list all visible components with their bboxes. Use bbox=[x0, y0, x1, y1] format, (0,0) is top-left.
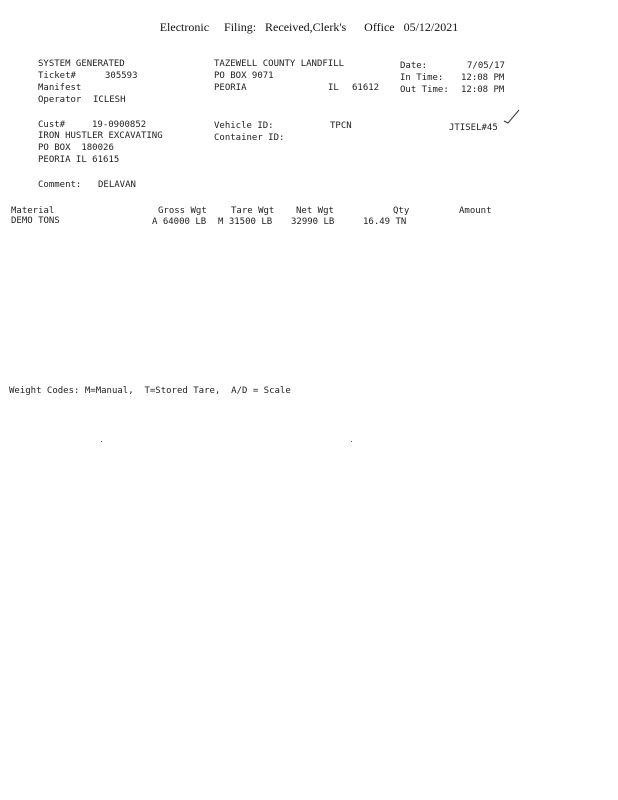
system-generated-label: SYSTEM GENERATED bbox=[38, 59, 125, 69]
header-tare-wgt: Tare Wgt bbox=[231, 206, 275, 216]
header-qty: Qty bbox=[393, 206, 410, 216]
efiling-stamp: Electronic Filing: Received,Clerk's Office 05/12/2021 bbox=[159, 20, 459, 34]
comment-value: DELAVAN bbox=[98, 180, 136, 190]
scan-speck bbox=[101, 441, 102, 442]
row-qty: 16.49 TN bbox=[363, 217, 407, 227]
out-time-label: Out Time: bbox=[400, 85, 449, 95]
vehicle-id-value: TPCN bbox=[330, 121, 352, 131]
cust-number: 19-0900852 bbox=[92, 120, 147, 130]
facility-state: IL bbox=[328, 83, 339, 93]
in-time-value: 12:08 PM bbox=[461, 73, 505, 83]
header-amount: Amount bbox=[459, 206, 492, 216]
operator-label: Operator bbox=[38, 95, 82, 105]
operator-value: ICLESH bbox=[93, 95, 126, 105]
in-time-label: In Time: bbox=[400, 73, 444, 83]
date-label: Date: bbox=[400, 61, 428, 71]
ticket-label: Ticket# bbox=[38, 71, 76, 81]
out-time-value: 12:08 PM bbox=[461, 85, 505, 95]
facility-zip: 61612 bbox=[352, 83, 380, 93]
vehicle-id-label: Vehicle ID: bbox=[214, 121, 274, 131]
handwritten-reference: JTISEL#45 bbox=[449, 123, 498, 133]
customer-name: IRON HUSTLER EXCAVATING bbox=[38, 131, 163, 141]
header-net-wgt: Net Wgt bbox=[296, 206, 334, 216]
cust-label: Cust# bbox=[38, 120, 66, 130]
customer-city: PEORIA IL 61615 bbox=[38, 155, 120, 165]
check-mark-icon bbox=[503, 108, 521, 124]
ticket-number: 305593 bbox=[105, 71, 138, 81]
facility-po-box: PO BOX 9071 bbox=[214, 71, 274, 81]
customer-po-box: PO BOX 180026 bbox=[38, 143, 114, 153]
scan-speck bbox=[351, 441, 352, 442]
facility-city: PEORIA bbox=[214, 83, 247, 93]
row-gross-wgt: A 64000 LB bbox=[152, 217, 207, 227]
comment-label: Comment: bbox=[38, 180, 82, 190]
row-net-wgt: 32990 LB bbox=[291, 217, 335, 227]
manifest-label: Manifest bbox=[38, 83, 82, 93]
weight-codes-legend: Weight Codes: M=Manual, T=Stored Tare, A/D = Scale bbox=[9, 386, 291, 396]
container-id-label: Container ID: bbox=[214, 133, 285, 143]
row-tare-wgt: M 31500 LB bbox=[218, 217, 273, 227]
row-material: DEMO TONS bbox=[11, 216, 60, 226]
header-gross-wgt: Gross Wgt bbox=[158, 206, 207, 216]
facility-name: TAZEWELL COUNTY LANDFILL bbox=[214, 59, 345, 69]
header-material: Material bbox=[11, 206, 55, 216]
date-value: 7/05/17 bbox=[467, 61, 505, 71]
